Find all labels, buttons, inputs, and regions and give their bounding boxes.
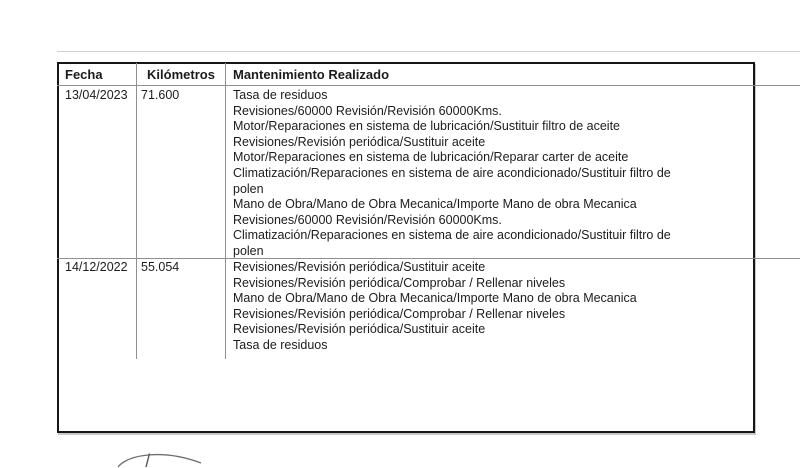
maintenance-line: Climatización/Reparaciones en sistema de aire acondicionado/Sustituir filtro de (233, 228, 671, 243)
row-fecha-value: 13/04/2023 (65, 88, 128, 102)
maintenance-line: Motor/Reparaciones en sistema de lubricación/Reparar carter de aceite (233, 150, 629, 165)
row-fecha-value: 14/12/2022 (65, 260, 128, 274)
row-kilometros-value: 71.600 (141, 88, 180, 102)
maintenance-line: polen (233, 243, 264, 258)
maintenance-line: Motor/Reparaciones en sistema de lubricación/Sustituir filtro de aceite (233, 119, 620, 134)
maintenance-line: Mano de Obra/Mano de Obra Mecanica/Importe Mano de obra Mecanica (233, 197, 637, 212)
maintenance-line: Revisiones/60000 Revisión/Revisión 60000Kms. (233, 103, 502, 118)
maintenance-line: Revisiones/Revisión periódica/Comprobar / Rellenar niveles (233, 306, 566, 321)
maintenance-line: Revisiones/Revisión periódica/Sustituir aceite (233, 134, 486, 149)
partial-circle-emblem-icon (112, 450, 208, 468)
maintenance-line: Revisiones/Revisión periódica/Sustituir aceite (233, 322, 486, 337)
maintenance-line: Tasa de residuos (233, 88, 328, 102)
maintenance-line: Climatización/Reparaciones en sistema de aire acondicionado/Sustituir filtro de (233, 165, 671, 180)
column-header-kilometros: Kilómetros (147, 67, 215, 82)
column-header-mantenimiento-realizado: Mantenimiento Realizado (233, 67, 390, 82)
maintenance-line: Revisiones/60000 Revisión/Revisión 60000Kms. (233, 212, 502, 227)
row-kilometros-value: 55.054 (141, 260, 180, 274)
column-separator-km-mantenimiento (225, 63, 226, 359)
maintenance-line: Mano de Obra/Mano de Obra Mecanica/Importe Mano de obra Mecanica (233, 291, 637, 306)
row-mantenimiento-list (233, 88, 671, 260)
maintenance-line: polen (233, 181, 264, 196)
maintenance-line: Revisiones/Revisión periódica/Comprobar / Rellenar niveles (233, 275, 566, 290)
column-header-fecha: Fecha (65, 67, 103, 82)
column-separator-fecha-km (136, 63, 137, 359)
header-separator-line (57, 85, 800, 86)
maintenance-line: Tasa de residuos (233, 337, 328, 352)
maintenance-line: Revisiones/Revisión periódica/Sustituir aceite (233, 260, 486, 274)
row-mantenimiento-list (233, 260, 637, 354)
scan-artifact-line (57, 51, 800, 52)
